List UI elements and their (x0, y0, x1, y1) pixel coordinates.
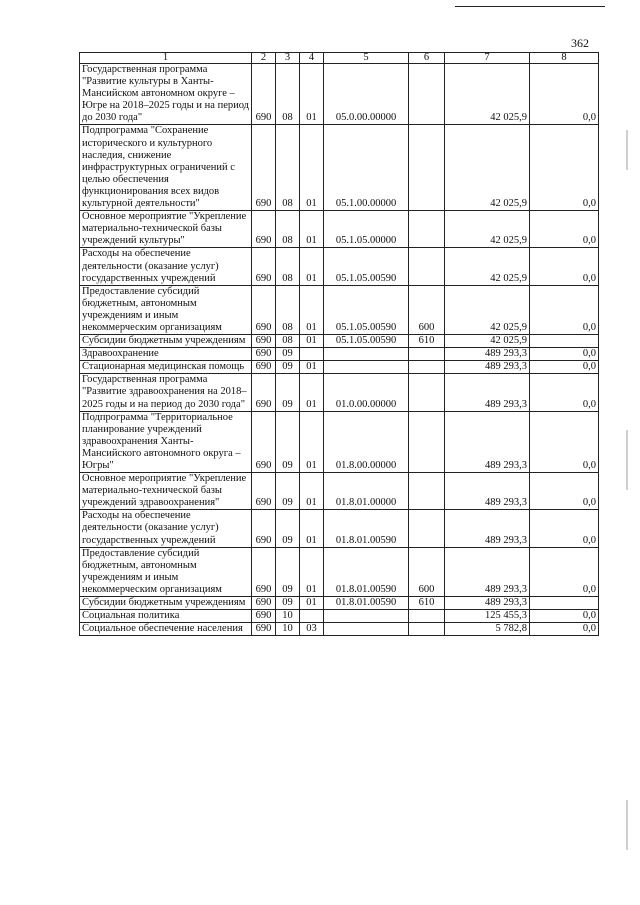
cell-name: Предоставление субсидий бюджетным, автономным учреждениям и иным некоммерческим организациям (80, 285, 252, 334)
cell-vr (409, 361, 445, 374)
cell-extra: 0,0 (530, 374, 599, 411)
cell-vr (409, 211, 445, 248)
cell-name: Подпрограмма "Территориальное планирование учреждений здравоохранения Ханты-Мансийского автономного округа – Югры" (80, 411, 252, 472)
table-row (80, 211, 599, 248)
cell-vr (409, 510, 445, 547)
cell-grbs: 690 (252, 361, 276, 374)
cell-extra: 0,0 (530, 348, 599, 361)
cell-pr: 01 (300, 547, 324, 596)
cell-csr: 05.1.05.00000 (324, 211, 409, 248)
table-row (80, 610, 599, 623)
cell-grbs: 690 (252, 411, 276, 472)
cell-csr (324, 361, 409, 374)
cell-pr: 01 (300, 411, 324, 472)
cell-rz: 08 (276, 285, 300, 334)
cell-sum: 489 293,3 (445, 361, 530, 374)
cell-sum: 489 293,3 (445, 597, 530, 610)
column-header: 7 (445, 53, 530, 64)
cell-rz: 09 (276, 411, 300, 472)
cell-name: Здравоохранение (80, 348, 252, 361)
cell-extra: 0,0 (530, 510, 599, 547)
cell-grbs: 690 (252, 285, 276, 334)
scan-edge-mark (626, 430, 628, 490)
cell-rz: 08 (276, 64, 300, 125)
cell-pr (300, 610, 324, 623)
table-row (80, 623, 599, 636)
cell-csr: 05.1.00.00000 (324, 125, 409, 211)
cell-grbs: 690 (252, 211, 276, 248)
cell-name: Расходы на обеспечение деятельности (оказание услуг) государственных учреждений (80, 510, 252, 547)
column-header: 4 (300, 53, 324, 64)
cell-extra: 0,0 (530, 285, 599, 334)
column-header: 6 (409, 53, 445, 64)
cell-pr: 01 (300, 285, 324, 334)
table-row (80, 64, 599, 125)
column-header: 5 (324, 53, 409, 64)
cell-rz: 09 (276, 348, 300, 361)
cell-rz: 08 (276, 335, 300, 348)
cell-extra: 0,0 (530, 125, 599, 211)
cell-extra: 0,0 (530, 547, 599, 596)
table-row (80, 597, 599, 610)
page-number: 362 (571, 36, 589, 50)
cell-rz: 10 (276, 610, 300, 623)
budget-table (79, 52, 599, 636)
cell-csr: 01.0.00.00000 (324, 374, 409, 411)
table-header-row (80, 53, 599, 64)
cell-sum: 489 293,3 (445, 411, 530, 472)
table-row (80, 411, 599, 472)
column-header: 3 (276, 53, 300, 64)
cell-name: Основное мероприятие "Укрепление материально-технической базы учреждений здравоохранения" (80, 473, 252, 510)
cell-vr (409, 623, 445, 636)
cell-csr: 05.0.00.00000 (324, 64, 409, 125)
cell-vr: 610 (409, 335, 445, 348)
cell-csr: 05.1.05.00590 (324, 285, 409, 334)
cell-name: Государственная программа "Развитие здравоохранения на 2018–2025 годы и на период до 2030 года" (80, 374, 252, 411)
cell-rz: 09 (276, 361, 300, 374)
cell-csr: 01.8.01.00590 (324, 510, 409, 547)
cell-sum: 489 293,3 (445, 547, 530, 596)
cell-vr: 610 (409, 597, 445, 610)
column-header: 2 (252, 53, 276, 64)
cell-grbs: 690 (252, 510, 276, 547)
table-row (80, 335, 599, 348)
table-row (80, 285, 599, 334)
scan-edge-mark (626, 800, 628, 850)
cell-sum: 42 025,9 (445, 248, 530, 285)
cell-pr (300, 348, 324, 361)
cell-name: Социальная политика (80, 610, 252, 623)
cell-grbs: 690 (252, 335, 276, 348)
cell-rz: 09 (276, 597, 300, 610)
cell-extra: 0,0 (530, 64, 599, 125)
table-row (80, 348, 599, 361)
cell-rz: 09 (276, 547, 300, 596)
cell-vr (409, 348, 445, 361)
table-row (80, 125, 599, 211)
column-header: 8 (530, 53, 599, 64)
cell-csr: 01.8.01.00590 (324, 597, 409, 610)
cell-vr (409, 610, 445, 623)
cell-extra: 0,0 (530, 411, 599, 472)
cell-sum: 42 025,9 (445, 211, 530, 248)
cell-rz: 09 (276, 510, 300, 547)
cell-csr: 01.8.00.00000 (324, 411, 409, 472)
cell-csr: 05.1.05.00590 (324, 248, 409, 285)
cell-sum: 42 025,9 (445, 64, 530, 125)
cell-grbs: 690 (252, 547, 276, 596)
cell-name: Субсидии бюджетным учреждениям (80, 597, 252, 610)
table-body (80, 64, 599, 636)
cell-pr: 01 (300, 597, 324, 610)
cell-pr: 01 (300, 374, 324, 411)
cell-pr: 01 (300, 335, 324, 348)
cell-name: Стационарная медицинская помощь (80, 361, 252, 374)
cell-vr (409, 64, 445, 125)
cell-vr (409, 374, 445, 411)
cell-sum: 42 025,9 (445, 285, 530, 334)
cell-rz: 10 (276, 623, 300, 636)
cell-pr: 01 (300, 510, 324, 547)
cell-pr: 01 (300, 361, 324, 374)
cell-sum: 125 455,3 (445, 610, 530, 623)
cell-name: Государственная программа "Развитие культуры в Ханты-Мансийском автономном округе – Югре на 2018–2025 годы и на период до 2030 года" (80, 64, 252, 125)
cell-grbs: 690 (252, 248, 276, 285)
cell-extra: 0,0 (530, 361, 599, 374)
cell-csr: 01.8.01.00590 (324, 547, 409, 596)
cell-rz: 08 (276, 248, 300, 285)
cell-extra: 0,0 (530, 623, 599, 636)
cell-grbs: 690 (252, 610, 276, 623)
cell-name: Социальное обеспечение населения (80, 623, 252, 636)
cell-name: Субсидии бюджетным учреждениям (80, 335, 252, 348)
table-row (80, 361, 599, 374)
cell-grbs: 690 (252, 348, 276, 361)
cell-rz: 09 (276, 473, 300, 510)
cell-rz: 08 (276, 125, 300, 211)
header-rule (455, 6, 605, 7)
cell-csr (324, 348, 409, 361)
cell-rz: 08 (276, 211, 300, 248)
cell-grbs: 690 (252, 597, 276, 610)
cell-sum: 489 293,3 (445, 510, 530, 547)
cell-vr (409, 473, 445, 510)
cell-extra: 0,0 (530, 248, 599, 285)
cell-sum: 489 293,3 (445, 473, 530, 510)
cell-csr (324, 610, 409, 623)
cell-extra: 0,0 (530, 211, 599, 248)
cell-name: Основное мероприятие "Укрепление материально-технической базы учреждений культуры" (80, 211, 252, 248)
cell-extra: 0,0 (530, 473, 599, 510)
cell-name: Подпрограмма "Сохранение исторического и культурного наследия, снижение инфраструктурных ограничений с целью обеспечения функционирования всех видов культурной деятельности" (80, 125, 252, 211)
cell-vr: 600 (409, 547, 445, 596)
cell-sum: 42 025,9 (445, 335, 530, 348)
table-row (80, 248, 599, 285)
table-row (80, 547, 599, 596)
table-row (80, 473, 599, 510)
cell-name: Предоставление субсидий бюджетным, автономным учреждениям и иным некоммерческим организациям (80, 547, 252, 596)
cell-pr: 01 (300, 248, 324, 285)
cell-extra (530, 335, 599, 348)
cell-grbs: 690 (252, 473, 276, 510)
table-row (80, 510, 599, 547)
column-header: 1 (80, 53, 252, 64)
cell-pr: 01 (300, 473, 324, 510)
cell-vr (409, 125, 445, 211)
cell-grbs: 690 (252, 623, 276, 636)
cell-sum: 42 025,9 (445, 125, 530, 211)
cell-grbs: 690 (252, 374, 276, 411)
cell-csr: 01.8.01.00000 (324, 473, 409, 510)
cell-sum: 5 782,8 (445, 623, 530, 636)
cell-extra (530, 597, 599, 610)
cell-vr: 600 (409, 285, 445, 334)
table-row (80, 374, 599, 411)
cell-pr: 01 (300, 64, 324, 125)
cell-rz: 09 (276, 374, 300, 411)
cell-pr: 01 (300, 125, 324, 211)
cell-grbs: 690 (252, 125, 276, 211)
cell-vr (409, 411, 445, 472)
cell-grbs: 690 (252, 64, 276, 125)
cell-sum: 489 293,3 (445, 374, 530, 411)
cell-csr (324, 623, 409, 636)
cell-vr (409, 248, 445, 285)
cell-pr: 01 (300, 211, 324, 248)
cell-sum: 489 293,3 (445, 348, 530, 361)
cell-csr: 05.1.05.00590 (324, 335, 409, 348)
scan-edge-mark (626, 130, 628, 170)
cell-pr: 03 (300, 623, 324, 636)
cell-extra: 0,0 (530, 610, 599, 623)
cell-name: Расходы на обеспечение деятельности (оказание услуг) государственных учреждений (80, 248, 252, 285)
